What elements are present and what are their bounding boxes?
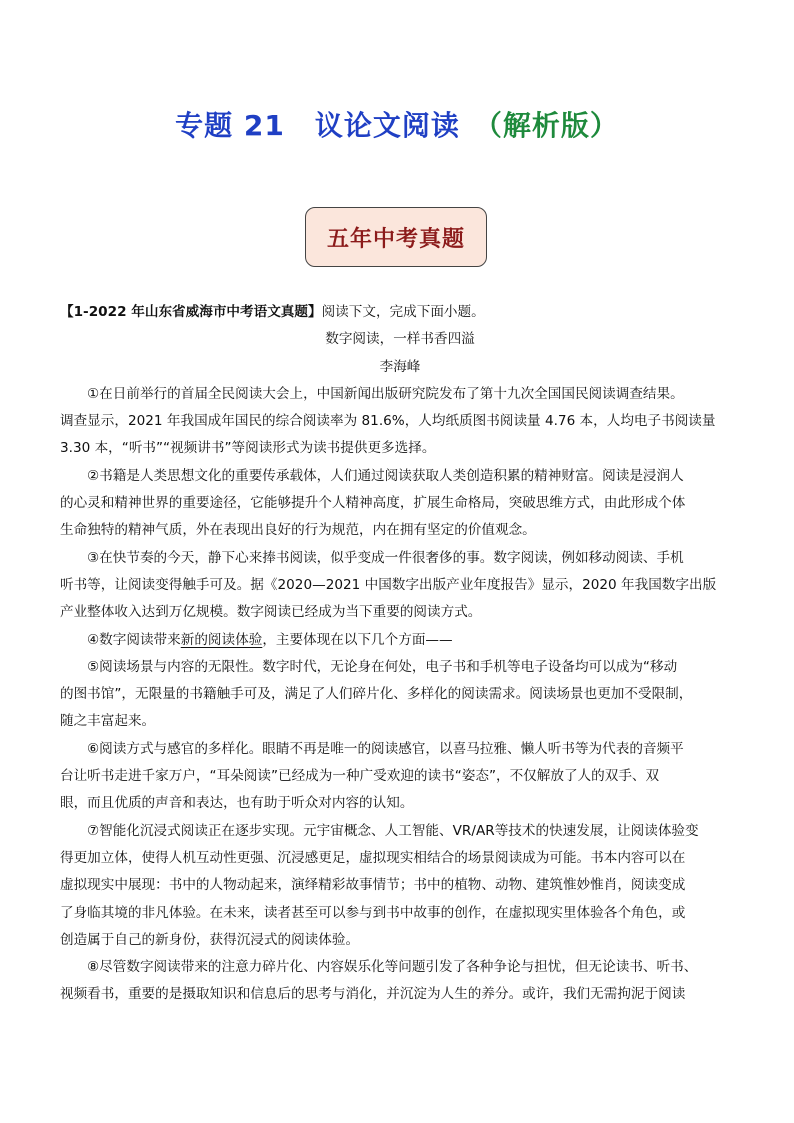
- article-title: 数字阅读，一样书香四溢: [325, 331, 475, 348]
- paragraph-line: ⑧尽管数字阅读带来的注意力碎片化、内容娱乐化等问题引发了各种争论与担忧，但无论读书、听书、: [87, 959, 698, 976]
- paragraph-line: 的图书馆”，无限量的书籍触手可及，满足了人们碎片化、多样化的阅读需求。阅读场景也更加不受限制，: [60, 686, 693, 703]
- title-topic-number: 专题 21: [175, 109, 285, 142]
- section-label: 五年中考真题: [326, 225, 465, 252]
- paragraph-line: 台让听书走进千家万户，“耳朵阅读”已经成为一种广受欢迎的读书“姿态”，不仅解放了人的双手、双: [60, 768, 660, 785]
- underlined-phrase: 新的阅读体验: [180, 631, 263, 648]
- paragraph-4-prefix: ④数字阅读带来: [87, 631, 181, 648]
- paragraph-line: 了身临其境的非凡体验。在未来，读者甚至可以参与到书中故事的创作，在虚拟现实里体验各个角色，或: [60, 904, 686, 921]
- paragraph-4-suffix: ，主要体现在以下几个方面——: [262, 631, 453, 648]
- paragraph-line: 随之丰富起来。: [60, 713, 156, 730]
- paragraph-line: ②书籍是人类思想文化的重要传承载体，人们通过阅读获取人类创造积累的精神财富。阅读是浸润人: [87, 467, 684, 484]
- paragraph-line: 视频看书，重要的是摄取知识和信息后的思考与消化，并沉淀为人生的养分。或许，我们无需拘泥于阅读: [60, 986, 686, 1003]
- paragraph-line: 调查显示，2021 年我国成年国民的综合阅读率为 81.6%，人均纸质图书阅读量 4.76 本，人均电子书阅读量: [60, 413, 716, 430]
- paragraph-line: 虚拟现实中展现：书中的人物动起来，演绎精彩故事情节；书中的植物、动物、建筑惟妙惟肖，阅读变成: [60, 877, 686, 894]
- paragraph-line: ⑦智能化沉浸式阅读正在逐步实现。元宇宙概念、人工智能、VR/AR等技术的快速发展，让阅读体验变: [87, 822, 699, 839]
- paragraph-line: 创造属于自己的新身份，获得沉浸式的阅读体验。: [60, 931, 360, 948]
- section-label-box: [305, 207, 487, 267]
- paragraph-line: 3.30 本，“听书”“视频讲书”等阅读形式为读书提供更多选择。: [60, 440, 436, 457]
- paragraph-line: 生命独特的精神气质，外在表现出良好的行为规范，内在拥有坚定的价值观念。: [60, 522, 536, 539]
- paragraph-line: 听书等，让阅读变得触手可及。据《2020—2021 中国数字出版产业年度报告》显示，2020 年我国数字出版: [60, 576, 717, 593]
- paragraph-line: ⑤阅读场景与内容的无限性。数字时代，无论身在何处，电子书和手机等电子设备均可以成为“移动: [87, 658, 678, 675]
- paragraph-line: 得更加立体，使得人机互动性更强、沉浸感更足，虚拟现实相结合的场景阅读成为可能。书本内容可以在: [60, 849, 686, 866]
- paragraph-line: 眼，而且优质的声音和表达，也有助于听众对内容的认知。: [60, 795, 414, 812]
- paragraph-line: ⑥阅读方式与感官的多样化。眼睛不再是唯一的阅读感官，以喜马拉雅、懒人听书等为代表的音频平: [87, 740, 684, 757]
- article-author: 李海峰: [379, 358, 421, 375]
- paragraph-line: 产业整体收入达到万亿规模。数字阅读已经成为当下重要的阅读方式。: [60, 604, 482, 621]
- title-topic-name: 议论文阅读: [314, 109, 460, 142]
- paragraph-line: 的心灵和精神世界的重要途径，它能够提升个人精神高度，扩展生命格局，突破思维方式，由此形成个体: [60, 495, 686, 512]
- paragraph-4: [60, 627, 740, 654]
- question-header: [60, 299, 740, 326]
- document-title: [0, 104, 794, 144]
- document-body: [60, 299, 740, 1009]
- paragraph-line: ①在日前举行的首届全民阅读大会上，中国新闻出版研究院发布了第十九次全国国民阅读调查结果。: [87, 385, 684, 402]
- paragraph-line: ③在快节奏的今天，静下心来捧书阅读，似乎变成一件很奢侈的事。数字阅读，例如移动阅读、手机: [87, 549, 684, 566]
- question-source: 【1-2022 年山东省威海市中考语文真题】: [60, 304, 322, 320]
- question-instruction: 阅读下文，完成下面小题。: [321, 304, 485, 320]
- title-edition: （解析版）: [473, 109, 619, 142]
